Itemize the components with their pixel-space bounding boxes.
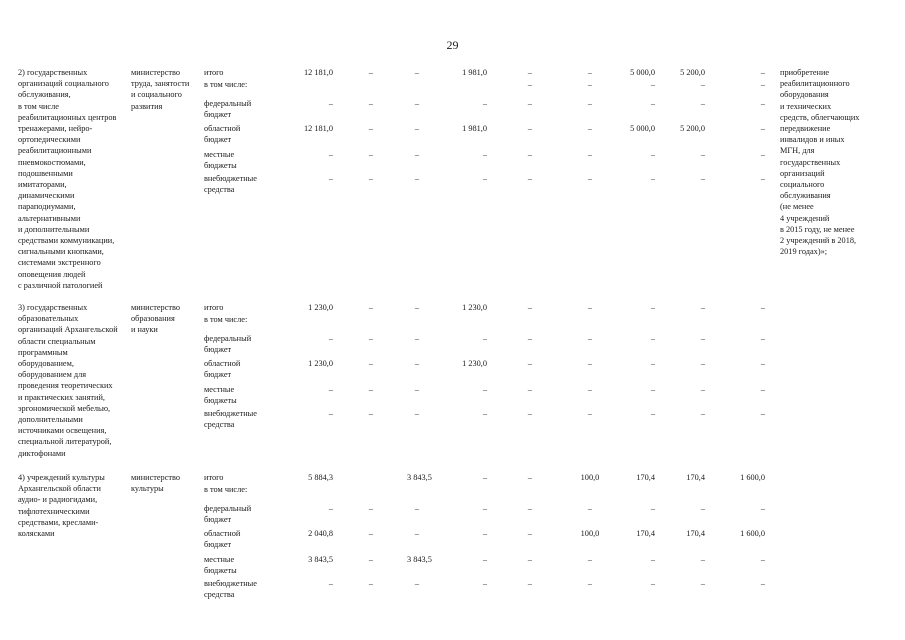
measure-text-line: в том числе (18, 101, 59, 111)
budget-value-cell: – (760, 555, 765, 564)
budget-value-cell: 1 230,0 (462, 303, 487, 312)
measure-text-line: дополнительными (18, 415, 83, 424)
budget-value-cell: – (587, 150, 593, 159)
measure-text-line: обслуживания, (18, 90, 71, 100)
budget-value-cell: – (587, 80, 593, 89)
budget-value-cell: – (482, 409, 487, 418)
budget-value-cell: – (328, 150, 333, 159)
budget-value-cell: – (482, 529, 487, 538)
funding-source-label: бюджеты (204, 161, 237, 171)
budget-value-cell: – (760, 359, 765, 368)
budget-value-cell: 1 230,0 (308, 303, 333, 312)
budget-value-cell: – (527, 555, 533, 564)
expected-result-line: обслуживания (780, 191, 831, 201)
budget-value-cell: 100,0 (580, 473, 600, 482)
budget-value-cell: – (482, 99, 487, 108)
budget-value-cell: – (700, 385, 705, 394)
budget-value-cell: – (650, 174, 655, 183)
budget-value-cell: 1 600,0 (740, 473, 765, 482)
budget-value-cell: 170,4 (686, 473, 705, 482)
funding-source-label: местные (204, 385, 235, 394)
measure-text-line: эргономической мебелью, (18, 403, 111, 413)
measure-text-line: оборудованием для (18, 370, 87, 380)
funding-source-label: бюджет (204, 110, 232, 120)
budget-value-cell: – (482, 385, 487, 394)
budget-value-cell: 5 000,0 (630, 124, 655, 133)
funding-source-label: итого (204, 473, 224, 482)
executor-text-line: и науки (131, 325, 158, 335)
funding-source-label: областной (204, 529, 241, 538)
budget-value-cell: – (700, 555, 705, 564)
budget-value-cell: – (527, 359, 533, 368)
executor-text-line: министерство (131, 473, 181, 482)
expected-result-line: средств, облегчающих (780, 112, 860, 122)
measure-text-line: аудио- и радиогидами, (18, 495, 98, 505)
measure-text-line: области специальным (18, 336, 96, 346)
funding-source-label: местные (204, 150, 235, 159)
budget-value-cell: 170,4 (636, 473, 655, 482)
budget-value-cell: – (368, 409, 374, 418)
budget-value-cell: – (650, 99, 655, 108)
measure-text-line: специальной литературой, (18, 437, 112, 447)
budget-value-cell: 1 230,0 (308, 359, 333, 368)
funding-source-label: средства (204, 420, 235, 430)
executor-text-line: труда, занятости (131, 79, 190, 89)
budget-value-cell: – (650, 409, 655, 418)
budget-value-cell: – (587, 68, 593, 77)
funding-source-label: в том числе: (204, 485, 248, 494)
budget-value-cell: – (587, 579, 593, 588)
funding-source-label: федеральный (204, 99, 252, 108)
executor-text-line: и социального (131, 90, 182, 100)
budget-value-cell: – (760, 409, 765, 418)
budget-value-cell: – (527, 174, 533, 183)
budget-value-cell: – (587, 409, 593, 418)
budget-value-cell: – (414, 334, 420, 343)
measure-text-line: ортопедическими (18, 135, 81, 145)
funding-source-label: бюджеты (204, 566, 237, 576)
budget-value-cell: – (527, 303, 533, 312)
budget-value-cell: – (414, 99, 420, 108)
funding-source-label: в том числе: (204, 80, 248, 89)
funding-source-label: бюджеты (204, 396, 237, 406)
page-number: 29 (446, 38, 459, 52)
funding-source-label: бюджет (204, 345, 232, 355)
measure-text-line: источниками освещения, (18, 426, 107, 436)
funding-source-label: итого (204, 68, 224, 77)
budget-value-cell: – (700, 150, 705, 159)
measure-text-line: 4) учреждений культуры (18, 473, 105, 482)
measure-text-line: организаций Архангельской (18, 325, 118, 335)
budget-value-cell: – (760, 504, 765, 513)
budget-value-cell: – (368, 303, 374, 312)
budget-value-cell: – (414, 504, 420, 513)
budget-value-cell: – (700, 80, 705, 89)
budget-value-cell: – (760, 174, 765, 183)
budget-value-cell: – (328, 99, 333, 108)
budget-value-cell: – (368, 359, 374, 368)
budget-value-cell: – (527, 150, 533, 159)
budget-value-cell: – (527, 80, 533, 89)
budget-value-cell: – (700, 504, 705, 513)
budget-value-cell: – (760, 68, 765, 77)
executor-text-line: культуры (131, 484, 164, 494)
expected-result-line: 4 учреждений (780, 213, 830, 223)
budget-value-cell: – (527, 579, 533, 588)
executor-text-line: развития (131, 101, 163, 111)
budget-value-cell: – (414, 150, 420, 159)
funding-source-label: внебюджетные (204, 579, 257, 588)
measure-text-line: реабилитационных центров (18, 112, 117, 122)
budget-value-cell: – (760, 150, 765, 159)
budget-value-cell: – (587, 359, 593, 368)
measure-text-line: оборудованием, (18, 359, 74, 368)
executor-text-line: министерство (131, 303, 181, 312)
budget-value-cell: – (650, 150, 655, 159)
budget-value-cell: – (700, 174, 705, 183)
budget-value-cell: – (414, 174, 420, 183)
measure-text-line: тифлотехническими (18, 506, 90, 516)
executor-text-line: министерство (131, 68, 181, 77)
measure-text-line: параподиумами, (18, 202, 76, 212)
measure-text-line: 2) государственных (18, 68, 88, 77)
budget-value-cell: – (414, 359, 420, 368)
budget-value-cell: – (587, 555, 593, 564)
budget-value-cell: – (328, 334, 333, 343)
expected-result-line: оборудования (780, 90, 829, 100)
budget-value-cell: – (328, 409, 333, 418)
measure-text-line: альтернативными (18, 213, 81, 223)
measure-text-line: пневмокостюмами, (18, 157, 86, 167)
funding-source-label: средства (204, 590, 235, 600)
budget-value-cell: 5 000,0 (630, 68, 655, 77)
budget-value-cell: – (368, 504, 374, 513)
budget-value-cell: – (527, 504, 533, 513)
funding-source-label: в том числе: (204, 315, 248, 324)
measure-text-line: Архангельской области (18, 484, 101, 494)
budget-value-cell: – (328, 385, 333, 394)
funding-source-label: итого (204, 303, 224, 312)
budget-value-cell: – (587, 99, 593, 108)
budget-value-cell: – (700, 99, 705, 108)
measure-text-line: с различной патологией (18, 280, 103, 290)
budget-value-cell: – (587, 334, 593, 343)
expected-result-line: приобретение (780, 68, 830, 77)
budget-value-cell: – (650, 579, 655, 588)
budget-value-cell: – (587, 303, 593, 312)
budget-value-cell: 1 600,0 (740, 529, 765, 538)
budget-value-cell: – (368, 99, 374, 108)
budget-value-cell: – (760, 334, 765, 343)
budget-value-cell: – (368, 174, 374, 183)
budget-value-cell: – (328, 504, 333, 513)
budget-value-cell: – (414, 409, 420, 418)
funding-source-label: средства (204, 185, 235, 195)
expected-result-line: социального (780, 180, 825, 189)
budget-value-cell: – (368, 555, 374, 564)
budget-value-cell: – (587, 124, 593, 133)
measure-text-line: средствами, креслами- (18, 517, 99, 527)
budget-value-cell: – (760, 579, 765, 588)
budget-value-cell: – (482, 334, 487, 343)
budget-value-cell: – (527, 409, 533, 418)
budget-value-cell: – (587, 504, 593, 513)
budget-value-cell: 1 981,0 (462, 124, 487, 133)
measure-text-line: диктофонами (18, 448, 66, 458)
budget-value-cell: – (527, 473, 533, 482)
budget-value-cell: – (328, 174, 333, 183)
budget-value-cell: 170,4 (636, 529, 655, 538)
budget-value-cell: 1 981,0 (462, 68, 487, 77)
measure-text-line: и практических занятий, (18, 392, 106, 402)
funding-source-label: областной (204, 359, 241, 368)
budget-value-cell: – (482, 504, 487, 513)
measure-text-line: проведения теоретических (18, 381, 113, 391)
budget-value-cell: – (368, 579, 374, 588)
budget-value-cell: – (700, 579, 705, 588)
funding-source-label: внебюджетные (204, 409, 257, 418)
budget-value-cell: 5 200,0 (680, 68, 705, 77)
budget-value-cell: – (760, 124, 765, 133)
funding-source-label: федеральный (204, 504, 252, 513)
measure-text-line: средствами коммуникации, (18, 236, 115, 245)
budget-value-cell: – (760, 99, 765, 108)
budget-value-cell: 12 181,0 (303, 68, 333, 77)
budget-value-cell: – (368, 150, 374, 159)
budget-value-cell: – (650, 504, 655, 513)
budget-value-cell: – (482, 174, 487, 183)
budget-value-cell: – (650, 334, 655, 343)
budget-value-cell: 1 230,0 (462, 359, 487, 368)
budget-value-cell: – (414, 303, 420, 312)
budget-value-cell: 5 884,3 (308, 473, 333, 482)
measure-text-line: подошвенными (18, 168, 73, 178)
budget-value-cell: – (482, 579, 487, 588)
budget-value-cell: – (414, 68, 420, 77)
measure-text-line: колясками (18, 529, 55, 538)
budget-value-cell: – (650, 303, 655, 312)
funding-source-label: областной (204, 124, 241, 133)
expected-result-line: 2019 годах)»; (780, 247, 828, 257)
budget-value-cell: – (587, 385, 593, 394)
budget-value-cell: 3 843,5 (407, 473, 432, 482)
budget-value-cell: – (482, 555, 487, 564)
budget-value-cell: – (368, 124, 374, 133)
expected-result-line: 2 учреждений в 2018, (780, 236, 857, 245)
budget-value-cell: – (587, 174, 593, 183)
budget-value-cell: – (414, 124, 420, 133)
budget-value-cell: – (368, 334, 374, 343)
budget-value-cell: – (760, 303, 765, 312)
budget-value-cell: – (328, 579, 333, 588)
budget-value-cell: – (700, 359, 705, 368)
budget-value-cell: 2 040,8 (308, 529, 333, 538)
expected-result-line: МГН, для (780, 146, 815, 156)
budget-value-cell: – (700, 409, 705, 418)
budget-value-cell: – (760, 80, 765, 89)
budget-value-cell: – (650, 80, 655, 89)
budget-value-cell: – (650, 385, 655, 394)
budget-value-cell: – (700, 303, 705, 312)
expected-result-line: (не менее (780, 202, 814, 212)
expected-result-line: и технических (780, 101, 832, 111)
measure-text-line: оповещения людей (18, 269, 86, 279)
measure-text-line: организаций социального (18, 79, 109, 89)
funding-source-label: бюджет (204, 515, 232, 525)
budget-value-cell: – (527, 334, 533, 343)
budget-value-cell: – (527, 385, 533, 394)
budget-value-cell: 170,4 (686, 529, 705, 538)
executor-text-line: образования (131, 314, 175, 324)
budget-value-cell: – (650, 359, 655, 368)
measure-text-line: системами экстренного (18, 258, 101, 268)
expected-result-line: государственных (780, 157, 841, 167)
budget-value-cell: – (527, 124, 533, 133)
funding-source-label: местные (204, 555, 235, 564)
budget-value-cell: – (414, 385, 420, 394)
budget-value-cell: – (414, 579, 420, 588)
budget-value-cell: – (527, 99, 533, 108)
budget-value-cell: – (527, 529, 533, 538)
measure-text-line: динамическими (18, 191, 75, 201)
budget-value-cell: 12 181,0 (303, 124, 333, 133)
measure-text-line: сигнальными кнопками, (18, 247, 104, 257)
budget-value-cell: – (368, 68, 374, 77)
measure-text-line: образовательных (18, 314, 79, 324)
budget-value-cell: – (650, 555, 655, 564)
budget-value-cell: 3 843,5 (407, 555, 432, 564)
measure-text-line: и дополнительными (18, 224, 90, 234)
budget-value-cell: – (368, 529, 374, 538)
expected-result-line: в 2015 году, не менее (780, 224, 855, 234)
measure-text-line: имитаторами, (18, 180, 67, 189)
funding-source-label: бюджет (204, 540, 232, 550)
expected-result-line: реабилитационного (780, 79, 850, 89)
measure-text-line: реабилитационными (18, 146, 92, 156)
budget-value-cell: 5 200,0 (680, 124, 705, 133)
budget-value-cell: – (527, 68, 533, 77)
funding-source-label: бюджет (204, 370, 232, 380)
budget-value-cell: 100,0 (580, 529, 600, 538)
budget-value-cell: – (368, 385, 374, 394)
expected-result-line: передвижение (780, 124, 831, 133)
measure-text-line: программным (18, 347, 68, 357)
budget-value-cell: – (414, 529, 420, 538)
measure-text-line: тренажерами, нейро- (18, 124, 93, 133)
funding-source-label: внебюджетные (204, 174, 257, 183)
funding-source-label: бюджет (204, 135, 232, 145)
funding-source-label: федеральный (204, 334, 252, 343)
expected-result-line: инвалидов и иных (780, 135, 845, 145)
budget-value-cell: – (700, 334, 705, 343)
expected-result-line: организаций (780, 168, 825, 178)
budget-value-cell: – (760, 385, 765, 394)
budget-value-cell: – (482, 473, 487, 482)
budget-value-cell: – (482, 150, 487, 159)
measure-text-line: 3) государственных (18, 303, 88, 312)
budget-value-cell: 3 843,5 (308, 555, 333, 564)
